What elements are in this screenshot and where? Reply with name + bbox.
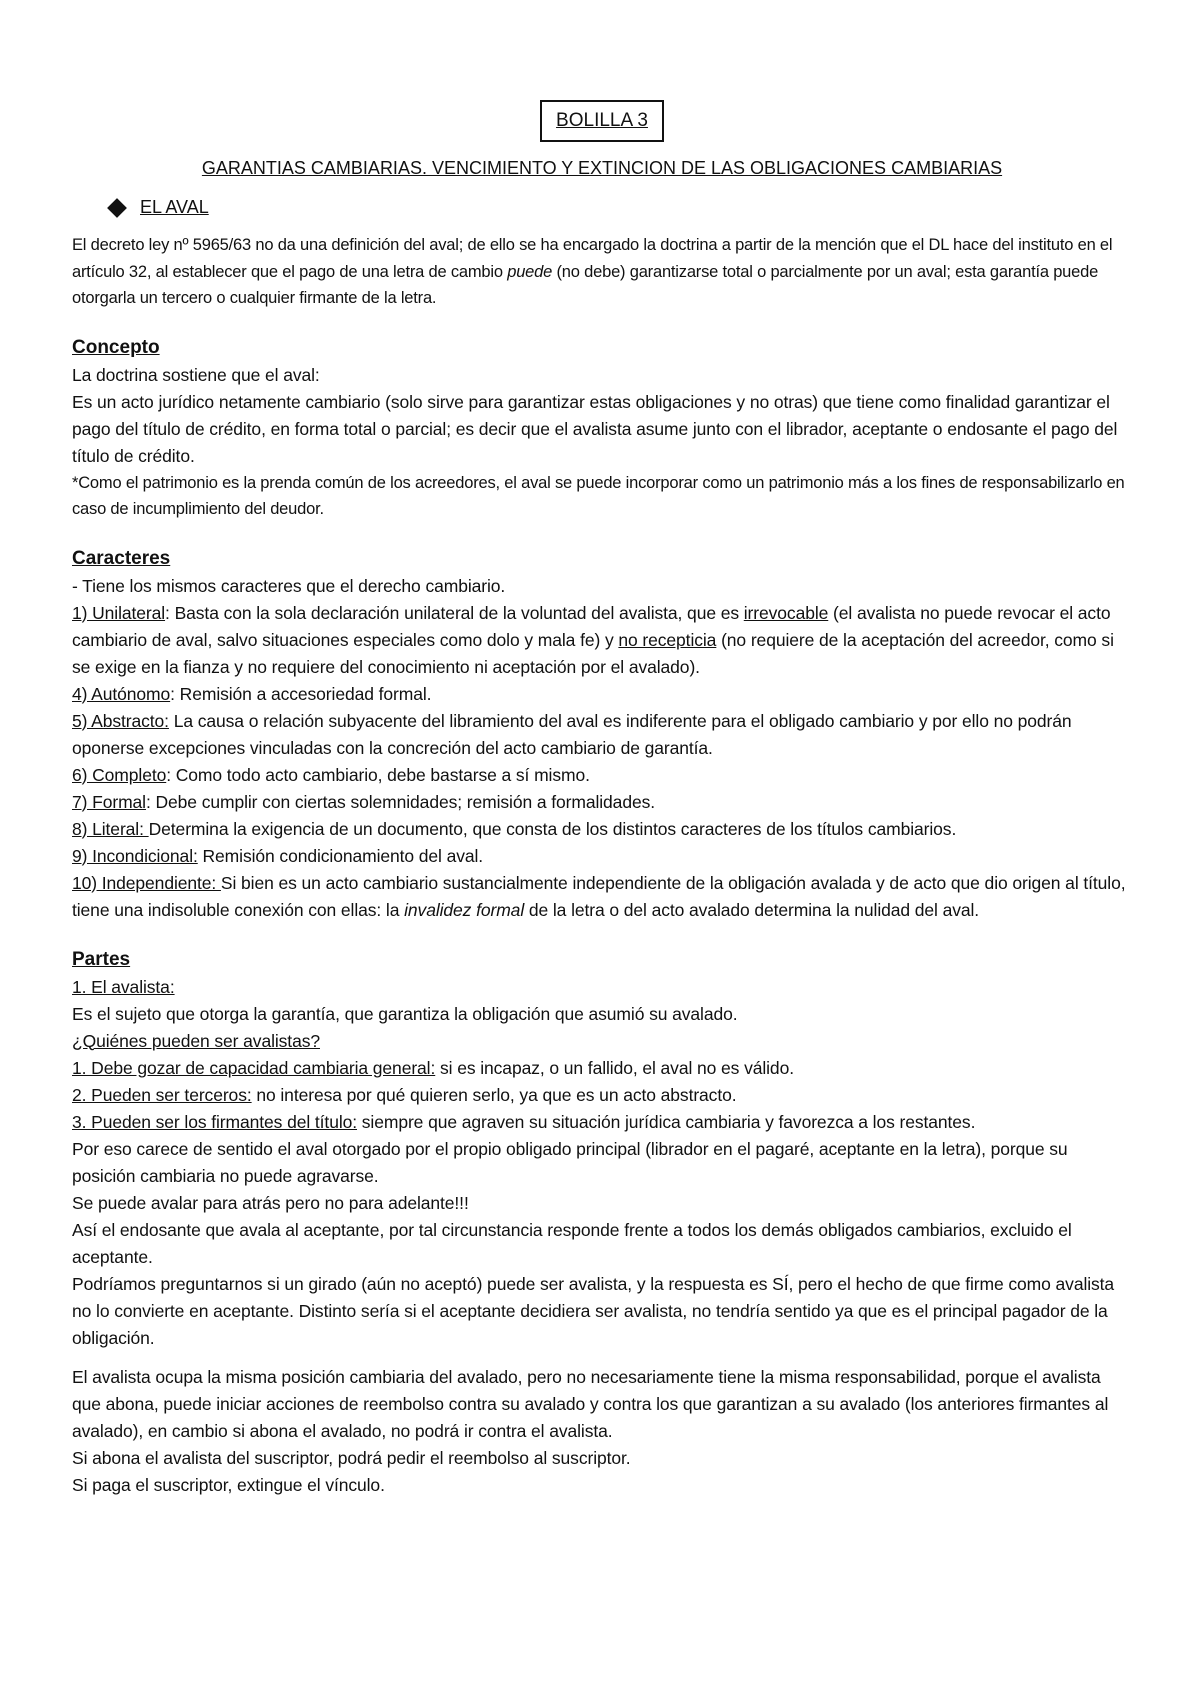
partes-paragraph: Si paga el suscriptor, extingue el vínculo. bbox=[72, 1474, 385, 1495]
intro-text-2: (no debe) garantizarse total o parcialmente por un aval; esta garantía puede otorgarla un tercero o cualquier firmante de la letra. bbox=[72, 262, 1099, 307]
diamond-bullet-icon bbox=[107, 198, 127, 218]
caracter-label: 4) Autónomo bbox=[72, 683, 171, 704]
requisito-3 bbox=[72, 1109, 1132, 1136]
caracter-text: (el avalista no puede revocar el acto cambiario de aval, salvo situaciones especiales como dolo y mala fe) y bbox=[72, 602, 1111, 650]
intro-emphasis: puede bbox=[507, 262, 553, 281]
caracter-completo bbox=[72, 762, 1132, 789]
caracter-text: (no requiere de la aceptación del acreedor, como si se exige en la fianza y no requiere del conocimiento ni aceptación por el avalado). bbox=[72, 629, 1114, 677]
partes-paragraph: El avalista ocupa la misma posición cambiaria del avalado, pero no necesariamente tiene la misma responsabilidad, porque el avalista que abona, puede iniciar acciones de reembolso contra su avalado y contra los que garantizan a su avalado (los anteriores firmantes al avalado), en cambio si abona el avalado, no podrá ir contra el avalista. bbox=[72, 1366, 1109, 1441]
requisito-label: 3. Pueden ser los firmantes del título: bbox=[72, 1111, 358, 1132]
aval-heading bbox=[110, 197, 1132, 218]
requisito-2 bbox=[72, 1082, 1132, 1109]
partes-question: ¿Quiénes pueden ser avalistas? bbox=[72, 1030, 320, 1051]
document-page bbox=[72, 100, 1132, 1499]
concepto-note: *Como el patrimonio es la prenda común de los acreedores, el aval se puede incorporar como un patrimonio más a los fines de responsabilizarlo en caso de incumplimiento del deudor. bbox=[72, 473, 1125, 518]
concepto-heading: Concepto bbox=[72, 336, 160, 358]
partes-subheading-avalista: 1. El avalista: bbox=[72, 976, 175, 997]
caracter-text: : Debe cumplir con ciertas solemnidades; remisión a formalidades. bbox=[145, 791, 655, 812]
partes-section bbox=[72, 946, 1132, 1499]
caracteres-intro: - Tiene los mismos caracteres que el derecho cambiario. bbox=[72, 575, 506, 596]
caracter-label: 8) Literal: bbox=[72, 818, 149, 839]
caracter-unilateral bbox=[72, 600, 1132, 681]
partes-paragraph: Es el sujeto que otorga la garantía, que garantiza la obligación que asumió su avalado. bbox=[72, 1003, 738, 1024]
underlined-term: no recepticia bbox=[618, 629, 717, 650]
aval-heading-text: EL AVAL bbox=[140, 197, 209, 217]
caracter-abstracto bbox=[72, 708, 1132, 762]
partes-paragraph: Si abona el avalista del suscriptor, podrá pedir el reembolso al suscriptor. bbox=[72, 1447, 631, 1468]
partes-heading: Partes bbox=[72, 948, 131, 970]
caracter-label: 6) Completo bbox=[72, 764, 167, 785]
concepto-line-1: La doctrina sostiene que el aval: bbox=[72, 364, 320, 385]
caracter-label: 5) Abstracto: bbox=[72, 710, 169, 731]
partes-paragraph: Así el endosante que avala al aceptante, por tal circunstancia responde frente a todos los demás obligados cambiarios, excluido el aceptante. bbox=[72, 1219, 1072, 1267]
requisito-text: siempre que agraven su situación jurídica cambiaria y favorezca a los restantes. bbox=[357, 1111, 976, 1132]
intro-paragraph bbox=[72, 232, 1132, 312]
concepto-section bbox=[72, 334, 1132, 523]
caracter-literal bbox=[72, 816, 1132, 843]
caracter-label: 1) Unilateral bbox=[72, 602, 166, 623]
caracter-text: : Como todo acto cambiario, debe bastarse a sí mismo. bbox=[166, 764, 590, 785]
caracter-label: 9) Incondicional: bbox=[72, 845, 198, 866]
document-subtitle: GARANTIAS CAMBIARIAS. VENCIMIENTO Y EXTINCION DE LAS OBLIGACIONES CAMBIARIAS bbox=[201, 158, 1003, 178]
requisito-text: si es incapaz, o un fallido, el aval no es válido. bbox=[435, 1057, 794, 1078]
requisito-text: no interesa por qué quieren serlo, ya que es un acto abstracto. bbox=[251, 1084, 737, 1105]
partes-paragraph: Por eso carece de sentido el aval otorgado por el propio obligado principal (librador en el pagaré, aceptante en la letra), porque su posición cambiaria no puede agravarse. bbox=[72, 1138, 1068, 1186]
intro-text-1: El decreto ley nº 5965/63 no da una definición del aval; de ello se ha encargado la doctrina a partir de la mención que el DL hace del instituto en el artículo 32, al establecer que el pago de una letra de cambio bbox=[72, 236, 1113, 281]
caracter-label: 7) Formal bbox=[72, 791, 146, 812]
caracter-text: : Remisión a accesoriedad formal. bbox=[170, 683, 432, 704]
caracter-autonomo bbox=[72, 681, 1132, 708]
caracteres-heading: Caracteres bbox=[72, 547, 171, 569]
requisito-label: 1. Debe gozar de capacidad cambiaria general: bbox=[72, 1057, 436, 1078]
caracter-incondicional bbox=[72, 843, 1132, 870]
caracter-text: La causa o relación subyacente del libramiento del aval es indiferente para el obligado cambiario y por ello no podrán oponerse excepciones vinculadas con la concreción del acto cambiario de garantía. bbox=[72, 710, 1072, 758]
caracter-formal bbox=[72, 789, 1132, 816]
caracteres-section bbox=[72, 545, 1132, 924]
caracter-independiente bbox=[72, 870, 1132, 924]
requisito-label: 2. Pueden ser terceros: bbox=[72, 1084, 252, 1105]
caracter-text: Remisión condicionamiento del aval. bbox=[197, 845, 484, 866]
requisito-1 bbox=[72, 1055, 1132, 1082]
caracter-text: Determina la exigencia de un documento, que consta de los distintos caracteres de los títulos cambiarios. bbox=[148, 818, 957, 839]
partes-paragraph: Podríamos preguntarnos si un girado (aún no aceptó) puede ser avalista, y la respuesta es SÍ, pero el hecho de que firme como avalista no lo convierte en aceptante. Distinto sería si el aceptante decidiera ser avalista, no tendría sentido ya que es el principal pagador de la obligación. bbox=[72, 1273, 1115, 1348]
caracter-label: 10) Independiente: bbox=[72, 872, 221, 893]
partes-paragraph: Se puede avalar para atrás pero no para adelante!!! bbox=[72, 1192, 469, 1213]
document-title: BOLILLA 3 bbox=[540, 100, 664, 142]
caracter-text: : Basta con la sola declaración unilateral de la voluntad del avalista, que es bbox=[165, 602, 744, 623]
caracter-text: Si bien es un acto cambiario sustancialmente independiente de la obligación avalada y de acto que dio origen al título, tiene una indisoluble conexión con ellas: la bbox=[72, 872, 1126, 920]
emphasis-term: invalidez formal bbox=[404, 899, 525, 920]
caracter-text: de la letra o del acto avalado determina la nulidad del aval. bbox=[524, 899, 980, 920]
underlined-term: irrevocable bbox=[743, 602, 829, 623]
concepto-line-2: Es un acto jurídico netamente cambiario (solo sirve para garantizar estas obligaciones y no otras) que tiene como finalidad garantizar el pago del título de crédito, en forma total o parcial; es decir que el avalista asume junto con el librador, aceptante o endosante el pago del título de crédito. bbox=[72, 391, 1118, 466]
